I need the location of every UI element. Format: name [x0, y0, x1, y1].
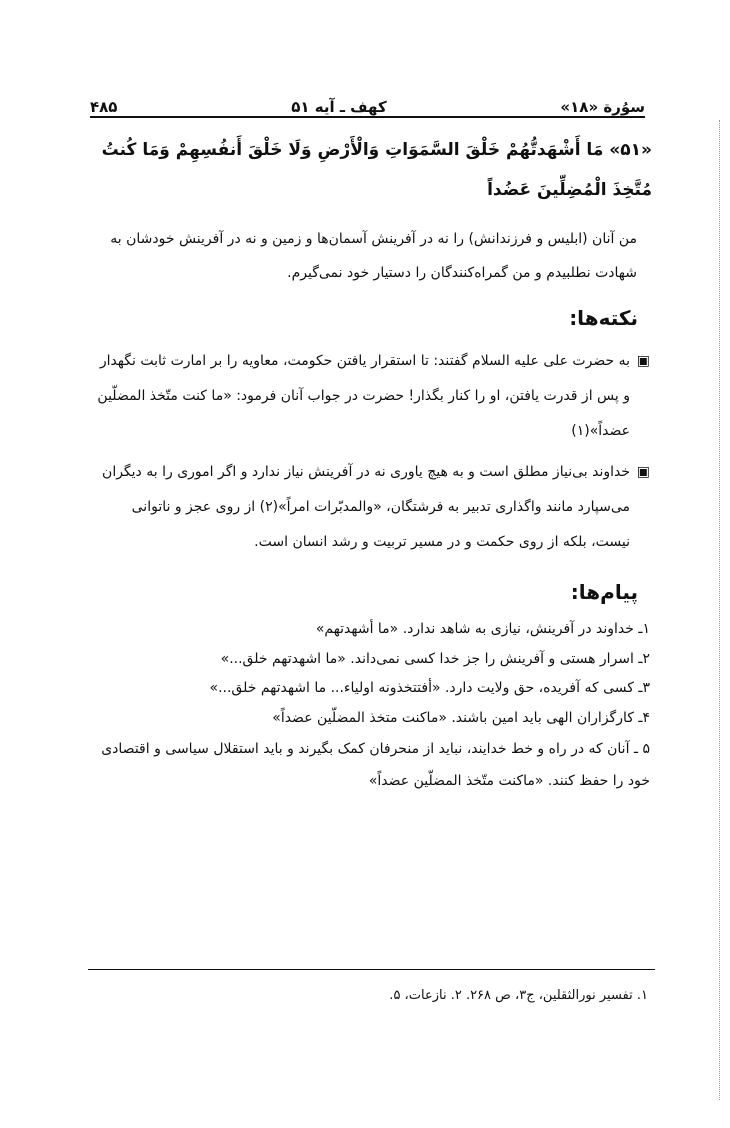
- footnote-divider: [88, 969, 655, 970]
- message-item: ۲ـ اسرار هستی و آفرینش را جز خدا کسی نمی‌داند. «ما اشهدتهم خلق...»: [220, 650, 650, 667]
- surah-label: سوُرة «۱۸»: [560, 98, 645, 116]
- page-heading: کهف ـ آیه ۵۱: [291, 98, 387, 116]
- message-item: ۴ـ کارگزاران الهی باید امین باشند. «ماکنت متخذ المضلّین عضداً»: [272, 709, 650, 726]
- page-number: ۴۸۵: [90, 98, 118, 116]
- message-item: ۱ـ خداوند در آفرینش، نیازی به شاهد ندارد. «ما أشهدتهم»: [315, 621, 650, 637]
- footnote: ۱. تفسیر نورالثقلین، ج۳، ص ۲۶۸. ۲. نازعات، ۵.: [389, 988, 648, 1003]
- notes-title: نکته‌ها:: [569, 306, 638, 330]
- messages-title: پیام‌ها:: [570, 580, 638, 604]
- page-edge: [717, 120, 720, 1100]
- message-item: ۵ ـ آنان که در راه و خط خدایند، نباید از منحرفان کمک بگیرند و باید استقلال سیاسی و اقتصادی خود را حفظ کنند. «ماکنت متّخذ المضلّین عضداً»: [101, 741, 650, 789]
- note-item: [90, 344, 650, 449]
- message-item: ۳ـ کسی که آفریده، حق ولایت دارد. «أفتتخذونه اولیاء... ما اشهدتهم خلق...»: [209, 680, 650, 696]
- note-text: به حضرت علی علیه السلام گفتند: تا استقرار یافتن حکومت، معاویه را بر امارت ثابت نگهدار و پس از قدرت یافتن، او را کنار بگذار! حضرت در جواب آنان فرمود: «ما کنت متّخذ المضلّین عضداً»(۱): [97, 353, 630, 439]
- note-item: [90, 455, 650, 560]
- square-bullet-icon: ▣: [636, 353, 650, 369]
- square-bullet-icon: ▣: [636, 464, 650, 480]
- quran-verse: «۵۱» مَا أَشْهَدتُّهُمْ خَلْقَ السَّمَوَاتِ وَالْأَرْضِ وَلَا خَلْقَ أَنفُسِهِمْ وَمَا كُنتُ مُتَّخِذَ الْمُضِلِّينَ عَضُداً: [101, 140, 652, 200]
- note-text: خداوند بی‌نیاز مطلق است و به هیچ یاوری نه در آفرینش نیاز ندارد و اگر اموری را به دیگران می‌سپارد مانند واگذاری تدبیر به فرشتگان، «والمدبّرات امراً»(۲) از روی عجز و ناتوانی نیست، بلکه از روی حکمت و در مسیر تربیت و رشد انسان است.: [102, 464, 630, 550]
- verse-translation: من آنان (ابلیس و فرزندانش) را نه در آفرینش آسمان‌ها و زمین و نه در آفرینش خودشان به شهادت نطلبیدم و من گمراه‌کنندگان را دستیار خود نمی‌گیرم.: [110, 231, 637, 281]
- notes-list: [90, 344, 650, 560]
- messages-list: [90, 615, 650, 797]
- page-header: [90, 88, 645, 118]
